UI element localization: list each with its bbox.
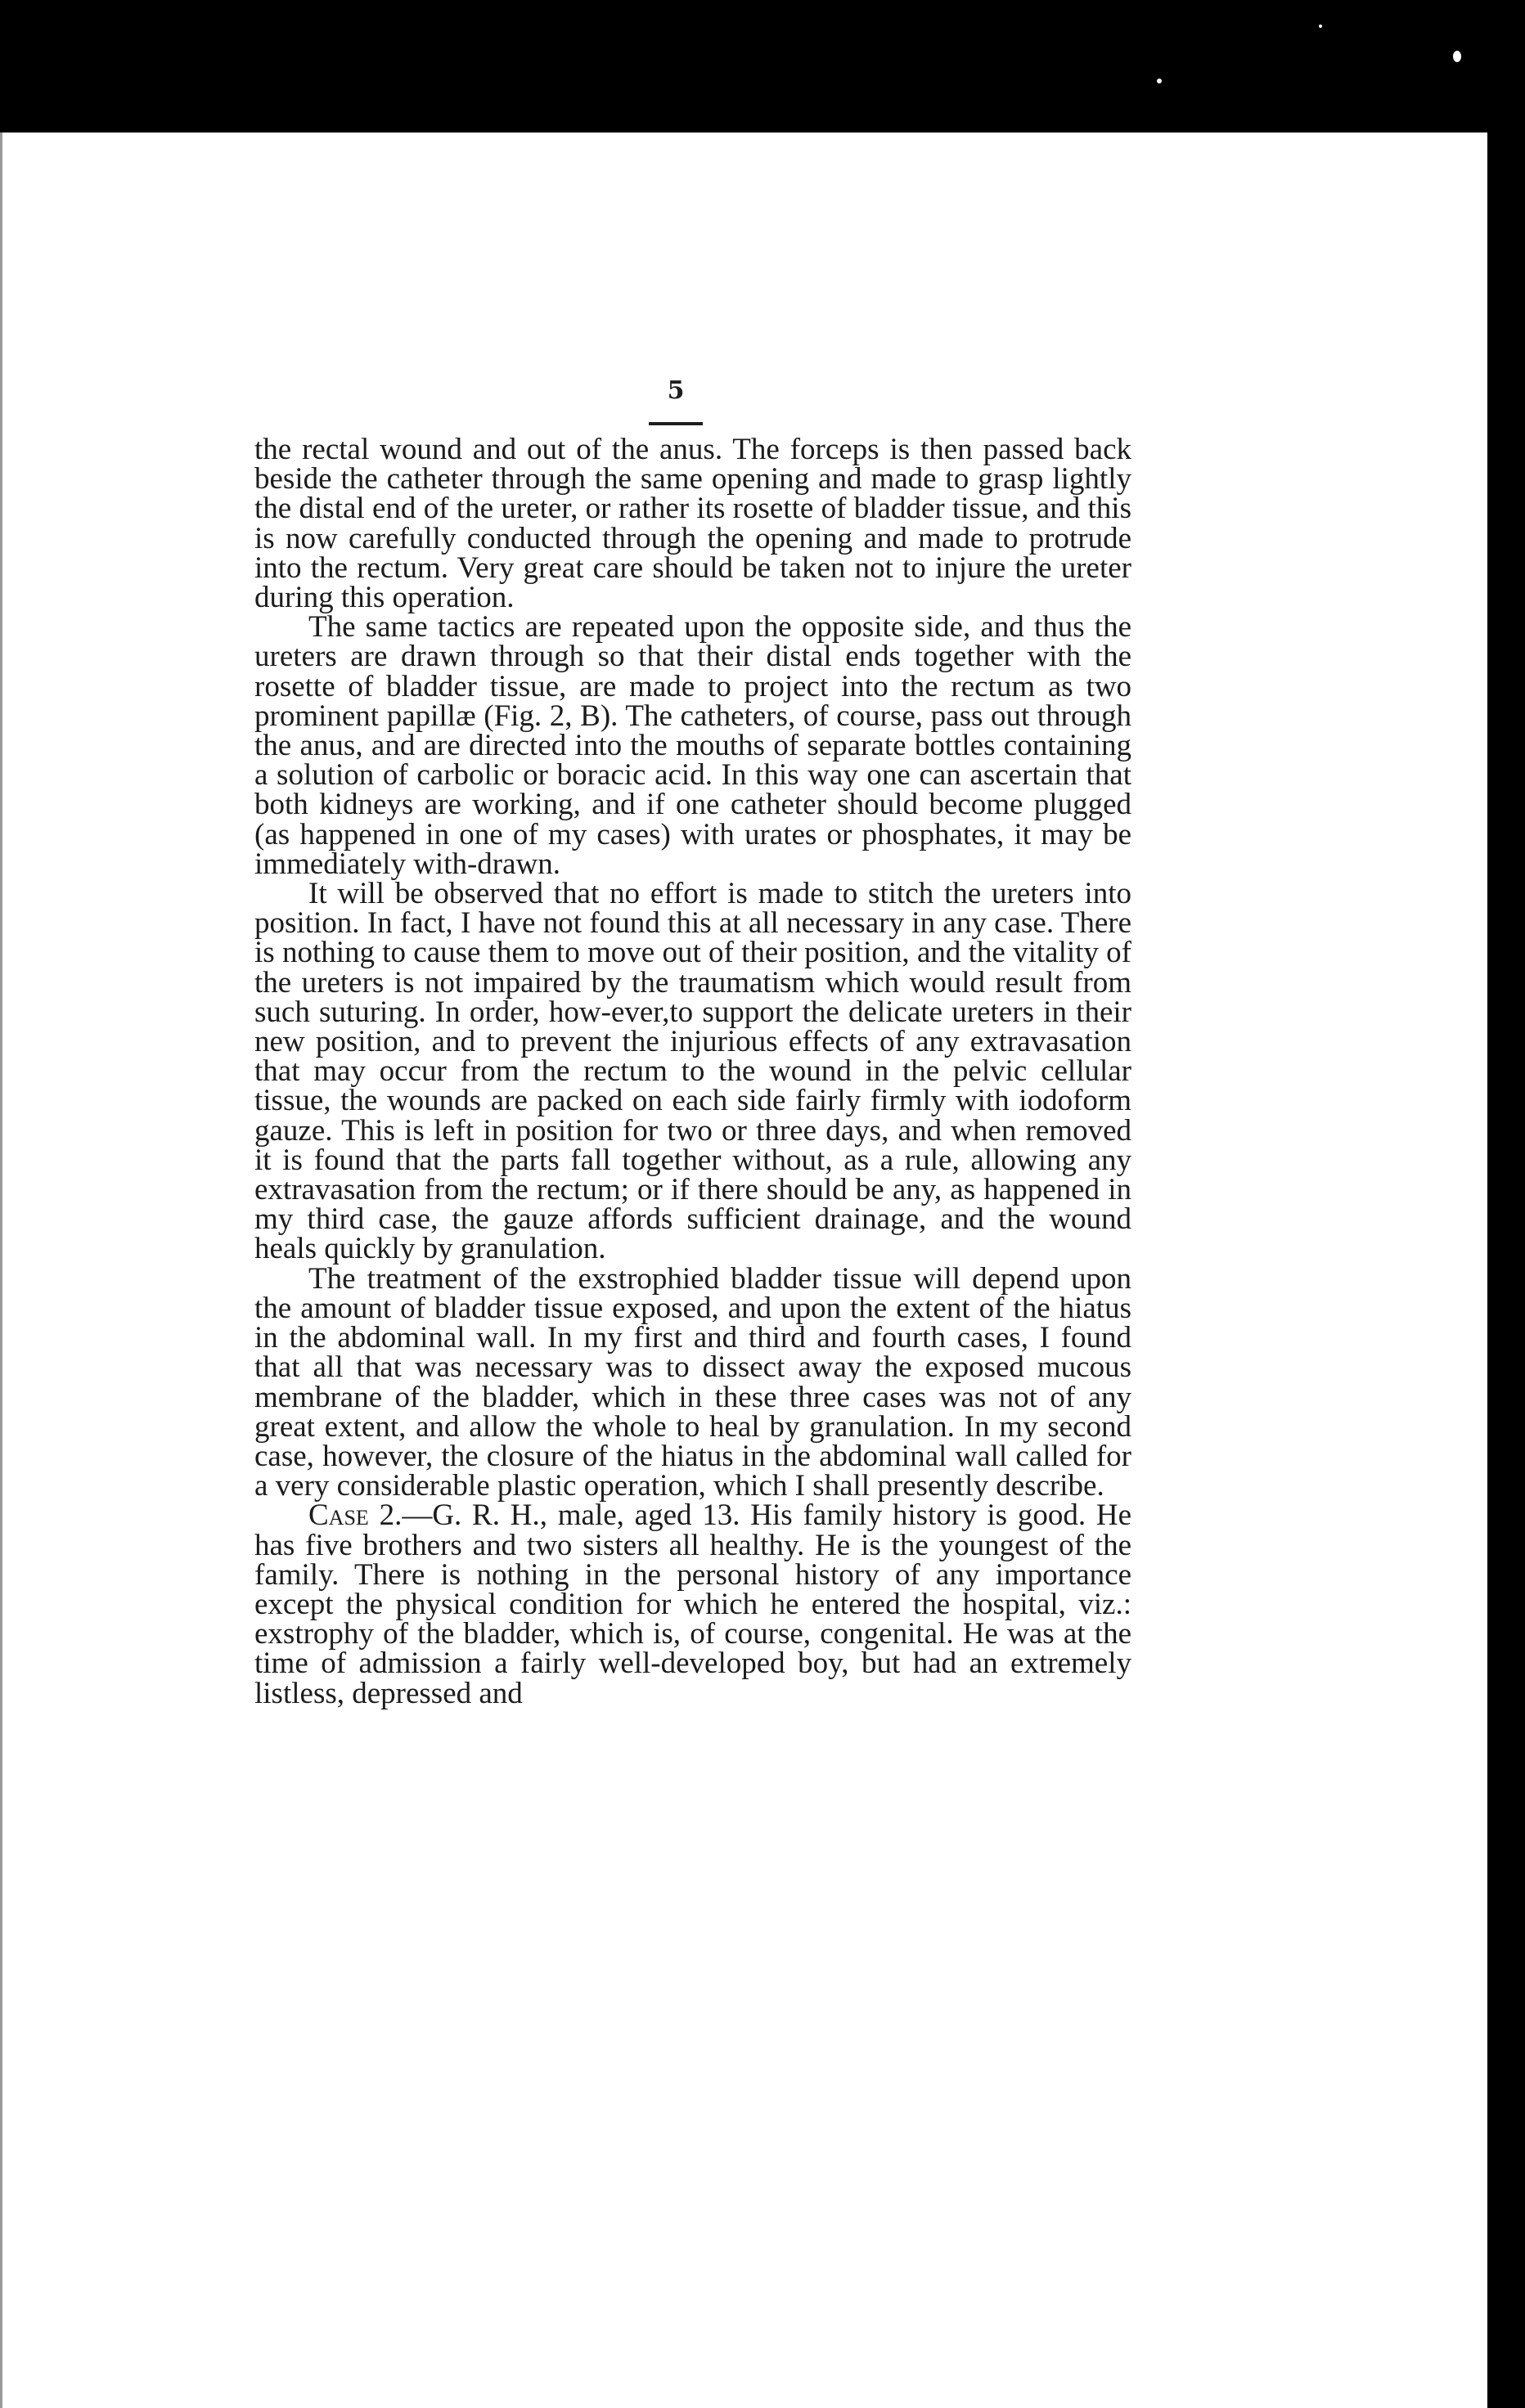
paragraph-5 (254, 1498, 1131, 1710)
paragraph-5-text: 2.—G. R. H., male, aged 13. His family history is good. He has five brothers and two sisters all healthy. He is the youngest of the family. There is nothing in the personal history of any importance except the physical condition for which he entered the hospital, viz.: exstrophy of the bladder, which is, of course, congenital. He was at the time of admission a fairly well-developed boy, but had an extremely listless, depressed and (254, 1498, 1131, 1710)
paragraph-2: The same tactics are repeated upon the opposite side, and thus the ureters are drawn through so that their distal ends together with the rosette of bladder tissue, are made to project into the rectum as two prominent papillæ (Fig. 2, B). The catheters, of course, pass out through the anus, and are directed into the mouths of separate bottles containing a solution of carbolic or boracic acid. In this way one can ascertain that both kidneys are working, and if one catheter should become plugged (as happened in one of my cases) with urates or phosphates, it may be immediately with-drawn. (254, 610, 1131, 881)
dust-speck (1453, 51, 1461, 62)
paragraph-1: the rectal wound and out of the anus. The forceps is then passed back beside the catheter through the same opening and made to grasp lightly the distal end of the ureter, or rather its rosette of bladder tissue, and this is now carefully conducted through the opening and made to protrude into the rectum. Very great care should be taken not to injure the ureter during this operation. (254, 433, 1131, 615)
dust-speck (1319, 25, 1322, 28)
paragraph-4: The treatment of the exstrophied bladder tissue will depend upon the amount of bladder tissue exposed, and upon the extent of the hiatus in the abdominal wall. In my first and third and fourth cases, I found that all that was necessary was to dissect away the exposed mucous membrane of the bladder, which in these three cases was not of any great extent, and allow the whole to heal by granulation. In my second case, however, the closure of the hiatus in the abdominal wall called for a very considerable plastic operation, which I shall presently describe. (254, 1261, 1131, 1503)
page-number: 5 (667, 376, 685, 405)
case-heading: Case (308, 1498, 369, 1533)
header-rule (649, 422, 703, 425)
dust-speck (1157, 79, 1162, 83)
paragraph-3: It will be observed that no effort is made to stitch the ureters into position. In fact, I have not found this at all necessary in any case. There is nothing to cause them to move out of their position, and the vitality of the ureters is not impaired by the traumatism which would result from such suturing. In order, how-ever,to support the delicate ureters in their new position, and to prevent the injurious effects of any extravasation that may occur from the rectum to the wound in the pelvic cellular tissue, the wounds are packed on each side fairly firmly with iodoform gauze. This is left in position for two or three days, and when removed it is found that the parts fall together without, as a rule, allowing any extravasation from the rectum; or if there should be any, as happened in my third case, the gauze affords sufficient drainage, and the wound heals quickly by granulation. (254, 877, 1131, 1266)
page-edge-shadow (0, 133, 2, 2408)
body-text (254, 435, 1131, 1709)
book-page (0, 133, 1487, 2408)
